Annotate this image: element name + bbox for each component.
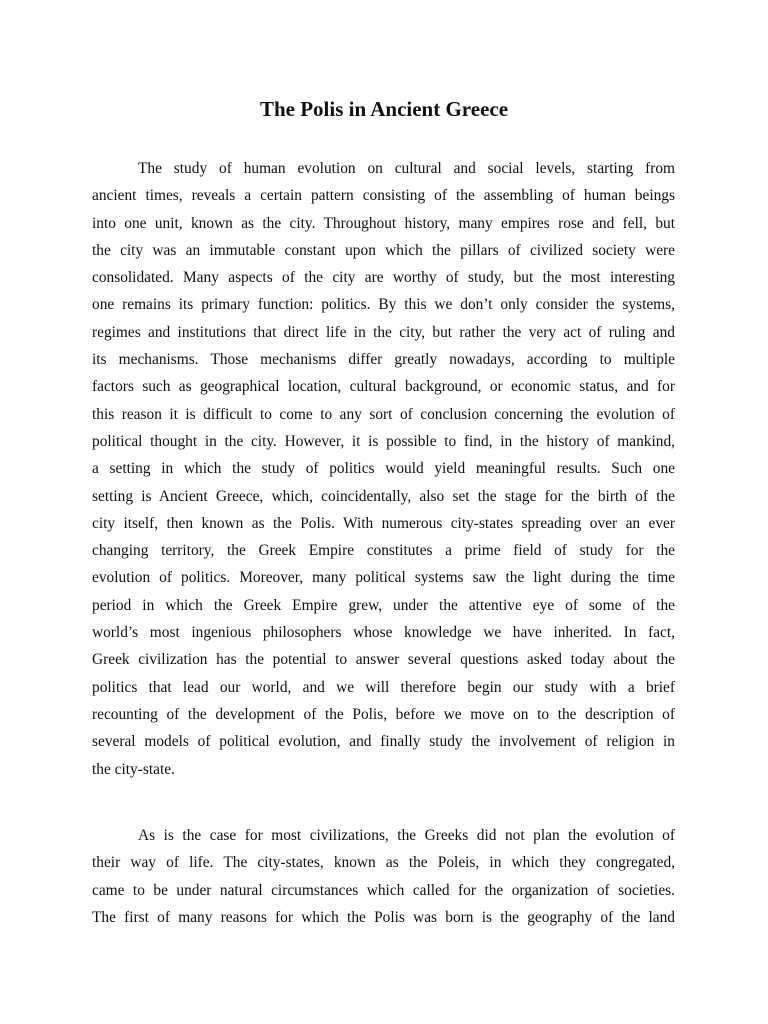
- paragraph-1: [92, 155, 675, 783]
- text-line: changing territory, the Greek Empire constitutes a prime field of study for the: [92, 542, 675, 560]
- text-line: evolution of politics. Moreover, many political systems saw the light during the time: [92, 569, 675, 587]
- text-line: ancient times, reveals a certain pattern consisting of the assembling of human beings: [92, 187, 675, 205]
- text-line: regimes and institutions that direct life in the city, but rather the very act of ruling and: [92, 323, 675, 341]
- text-line: several models of political evolution, and finally study the involvement of religion in: [92, 733, 675, 751]
- document-title: The Polis in Ancient Greece: [259, 97, 509, 121]
- text-line: The study of human evolution on cultural and social levels, starting from: [138, 160, 675, 177]
- text-line: came to be under natural circumstances which called for the organization of societies.: [92, 881, 675, 899]
- text-line: a setting in which the study of politics would yield meaningful results. Such one: [92, 460, 675, 478]
- text-line: the city was an immutable constant upon which the pillars of civilized society were: [92, 241, 675, 259]
- text-line: its mechanisms. Those mechanisms differ greatly nowadays, according to multiple: [92, 351, 675, 369]
- text-line: into one unit, known as the city. Throughout history, many empires rose and fell, but: [92, 214, 675, 232]
- text-line: one remains its primary function: politics. By this we don’t only consider the systems,: [92, 296, 675, 314]
- text-line: consolidated. Many aspects of the city are worthy of study, but the most interesting: [92, 269, 675, 287]
- text-line: period in which the Greek Empire grew, under the attentive eye of some of the: [92, 596, 675, 614]
- text-line: setting is Ancient Greece, which, coincidentally, also set the stage for the birth of the: [92, 487, 675, 505]
- text-line: their way of life. The city-states, known as the Poleis, in which they congregated,: [92, 854, 675, 872]
- paragraph-2: [92, 822, 675, 931]
- text-line: Greek civilization has the potential to answer several questions asked today about the: [92, 651, 675, 669]
- text-line: As is the case for most civilizations, the Greeks did not plan the evolution of: [138, 827, 675, 844]
- text-line: recounting of the development of the Polis, before we move on to the description of: [92, 705, 675, 723]
- text-line: politics that lead our world, and we will therefore begin our study with a brief: [92, 678, 675, 696]
- text-line: political thought in the city. However, it is possible to find, in the history of mankind,: [92, 432, 675, 450]
- text-line: city itself, then known as the Polis. With numerous city-states spreading over an ever: [92, 514, 675, 532]
- text-line: The first of many reasons for which the Polis was born is the geography of the land: [92, 908, 675, 926]
- text-line: the city-state.: [92, 760, 175, 778]
- text-line: this reason it is difficult to come to any sort of conclusion concerning the evolution of: [92, 405, 675, 423]
- text-line: factors such as geographical location, cultural background, or economic status, and for: [92, 378, 675, 396]
- text-line: world’s most ingenious philosophers whose knowledge we have inherited. In fact,: [92, 624, 675, 642]
